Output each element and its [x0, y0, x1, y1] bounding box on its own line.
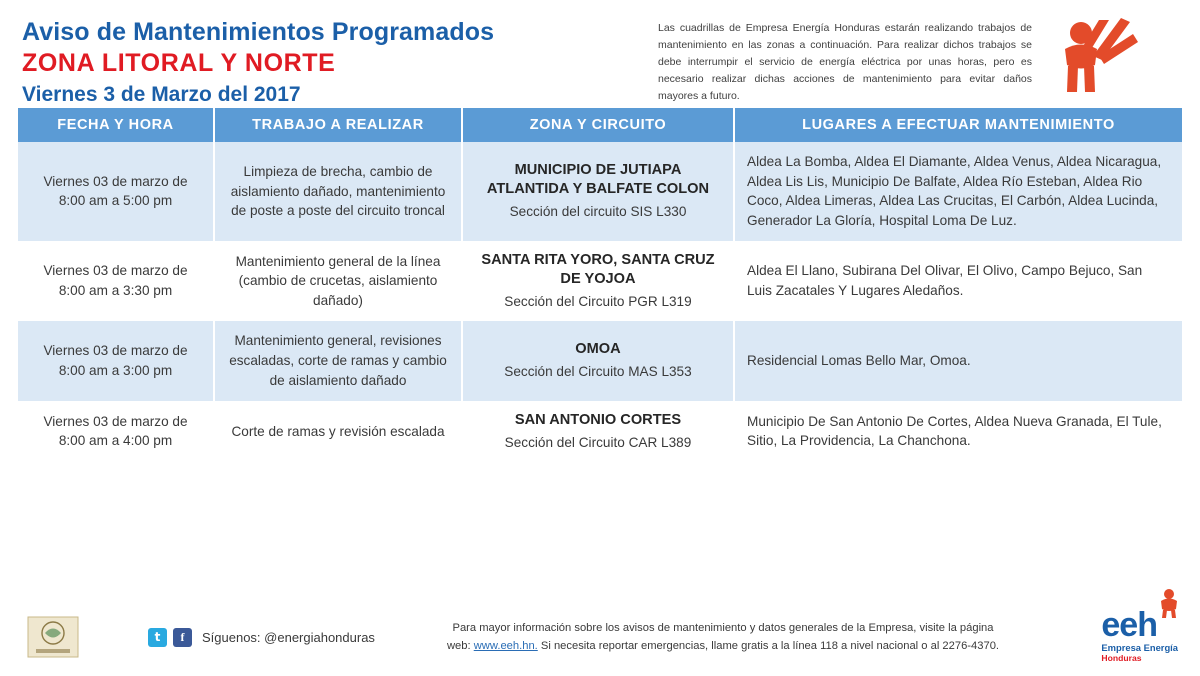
twitter-icon[interactable]: t	[148, 628, 167, 647]
cell-fecha: Viernes 03 de marzo de 8:00 am a 3:00 pm	[18, 321, 214, 400]
government-seal-icon	[22, 613, 84, 661]
social-handle: Síguenos: @energiahonduras	[202, 629, 375, 645]
eeh-logo	[1101, 606, 1178, 663]
cell-trabajo: Mantenimiento general de la línea (cambio de crucetas, aislamiento dañado)	[214, 241, 462, 322]
footer-seal-block	[22, 613, 142, 661]
table-header-row	[18, 108, 1182, 142]
footer-brand	[1034, 606, 1184, 663]
zona-circuito: Sección del Circuito PGR L319	[504, 293, 692, 309]
column-header-lugares: LUGARES A EFECTUAR MANTENIMIENTO	[734, 108, 1182, 142]
eeh-worker-icon	[1051, 16, 1143, 94]
cell-zona	[462, 241, 734, 322]
table-header	[18, 108, 1182, 142]
cell-lugares: Aldea El Llano, Subirana Del Olivar, El Olivo, Campo Bejuco, San Luis Zacatales Y Lugares Aledaños.	[734, 241, 1182, 322]
eeh-wordmark: eeh	[1101, 606, 1157, 645]
facebook-icon[interactable]: f	[173, 628, 192, 647]
cell-lugares: Municipio De San Antonio De Cortes, Aldea Nueva Granada, El Tule, Sitio, La Providencia, La Chanchona.	[734, 401, 1182, 463]
table-row	[18, 401, 1182, 463]
zona-circuito: Sección del circuito SIS L330	[509, 204, 687, 220]
eeh-website-link[interactable]: www.eeh.hn.	[473, 640, 538, 652]
cell-zona	[462, 401, 734, 463]
eeh-country: Honduras	[1101, 652, 1142, 663]
footer-web-label: web:	[446, 640, 471, 652]
cell-trabajo: Limpieza de brecha, cambio de aislamiento dañado, mantenimiento de poste a poste del circuito troncal	[214, 142, 462, 241]
social-block	[142, 628, 412, 647]
page-date: Viernes 3 de Marzo del 2017	[22, 82, 301, 106]
cell-fecha: Viernes 03 de marzo de 8:00 am a 5:00 pm	[18, 142, 214, 241]
zona-circuito: Sección del Circuito CAR L389	[504, 434, 692, 450]
table-row	[18, 321, 1182, 400]
footer-info	[412, 619, 1034, 656]
header	[0, 0, 1200, 108]
table-row	[18, 142, 1182, 241]
cell-fecha: Viernes 03 de marzo de 8:00 am a 4:00 pm	[18, 401, 214, 463]
maintenance-table	[18, 108, 1182, 462]
title-block	[22, 14, 642, 109]
table-body	[18, 142, 1182, 462]
zona-name: SANTA RITA YORO, SANTA CRUZ DE YOJOA	[481, 251, 715, 287]
zona-circuito: Sección del Circuito MAS L353	[504, 364, 692, 380]
table-row	[18, 241, 1182, 322]
cell-trabajo: Mantenimiento general, revisiones escaladas, corte de ramas y cambio de aislamiento dañado	[214, 321, 462, 400]
zona-name: MUNICIPIO DE JUTIAPA ATLANTIDA Y BALFATE COLON	[486, 162, 710, 198]
column-header-trabajo: TRABAJO A REALIZAR	[214, 108, 462, 142]
zona-name: SAN ANTONIO CORTES	[514, 411, 682, 428]
footer-info-line1: Para mayor información sobre los avisos de mantenimiento y datos generales de la Empresa, visite la página	[452, 621, 994, 634]
footer	[0, 598, 1200, 676]
eeh-worker-small-icon	[1156, 588, 1182, 618]
column-header-zona: ZONA Y CIRCUITO	[462, 108, 734, 142]
header-logo	[1042, 14, 1152, 94]
cell-zona	[462, 321, 734, 400]
footer-info-line2	[416, 637, 1030, 655]
eeh-company-name: Empresa Energía	[1101, 641, 1178, 653]
cell-lugares: Aldea La Bomba, Aldea El Diamante, Aldea Venus, Aldea Nicaragua, Aldea Lis Lis, Municipio De Balfate, Aldea Río Esteban, Aldea Rio Coco, Aldea Limeras, Aldea Las Crucitas, El Carbón, Aldea Lucinda, Generador La Gloría, Hospital Loma De Luz.	[734, 142, 1182, 241]
zona-name: OMOA	[575, 341, 621, 358]
cell-fecha: Viernes 03 de marzo de 8:00 am a 3:30 pm	[18, 241, 214, 322]
column-header-fecha: FECHA Y HORA	[18, 108, 214, 142]
page-subtitle-zone: ZONA LITORAL Y NORTE	[22, 48, 336, 77]
footer-emergency-text: Si necesita reportar emergencias, llame gratis a la línea 118 a nivel nacional o al 2276-4370.	[540, 640, 1000, 652]
intro-paragraph: Las cuadrillas de Empresa Energía Honduras estarán realizando trabajos de mantenimiento en las zonas a continuación. Para realizar dichos trabajos se debe interrumpir el servicio de energía eléctrica por unas horas, pero es necesario realizar dichas acciones de mantenimiento para evitar daños mayores a futuro.	[658, 22, 1032, 102]
page-title: Aviso de Mantenimientos Programados	[22, 18, 495, 46]
cell-zona	[462, 142, 734, 241]
cell-lugares: Residencial Lomas Bello Mar, Omoa.	[734, 321, 1182, 400]
cell-trabajo: Corte de ramas y revisión escalada	[214, 401, 462, 463]
